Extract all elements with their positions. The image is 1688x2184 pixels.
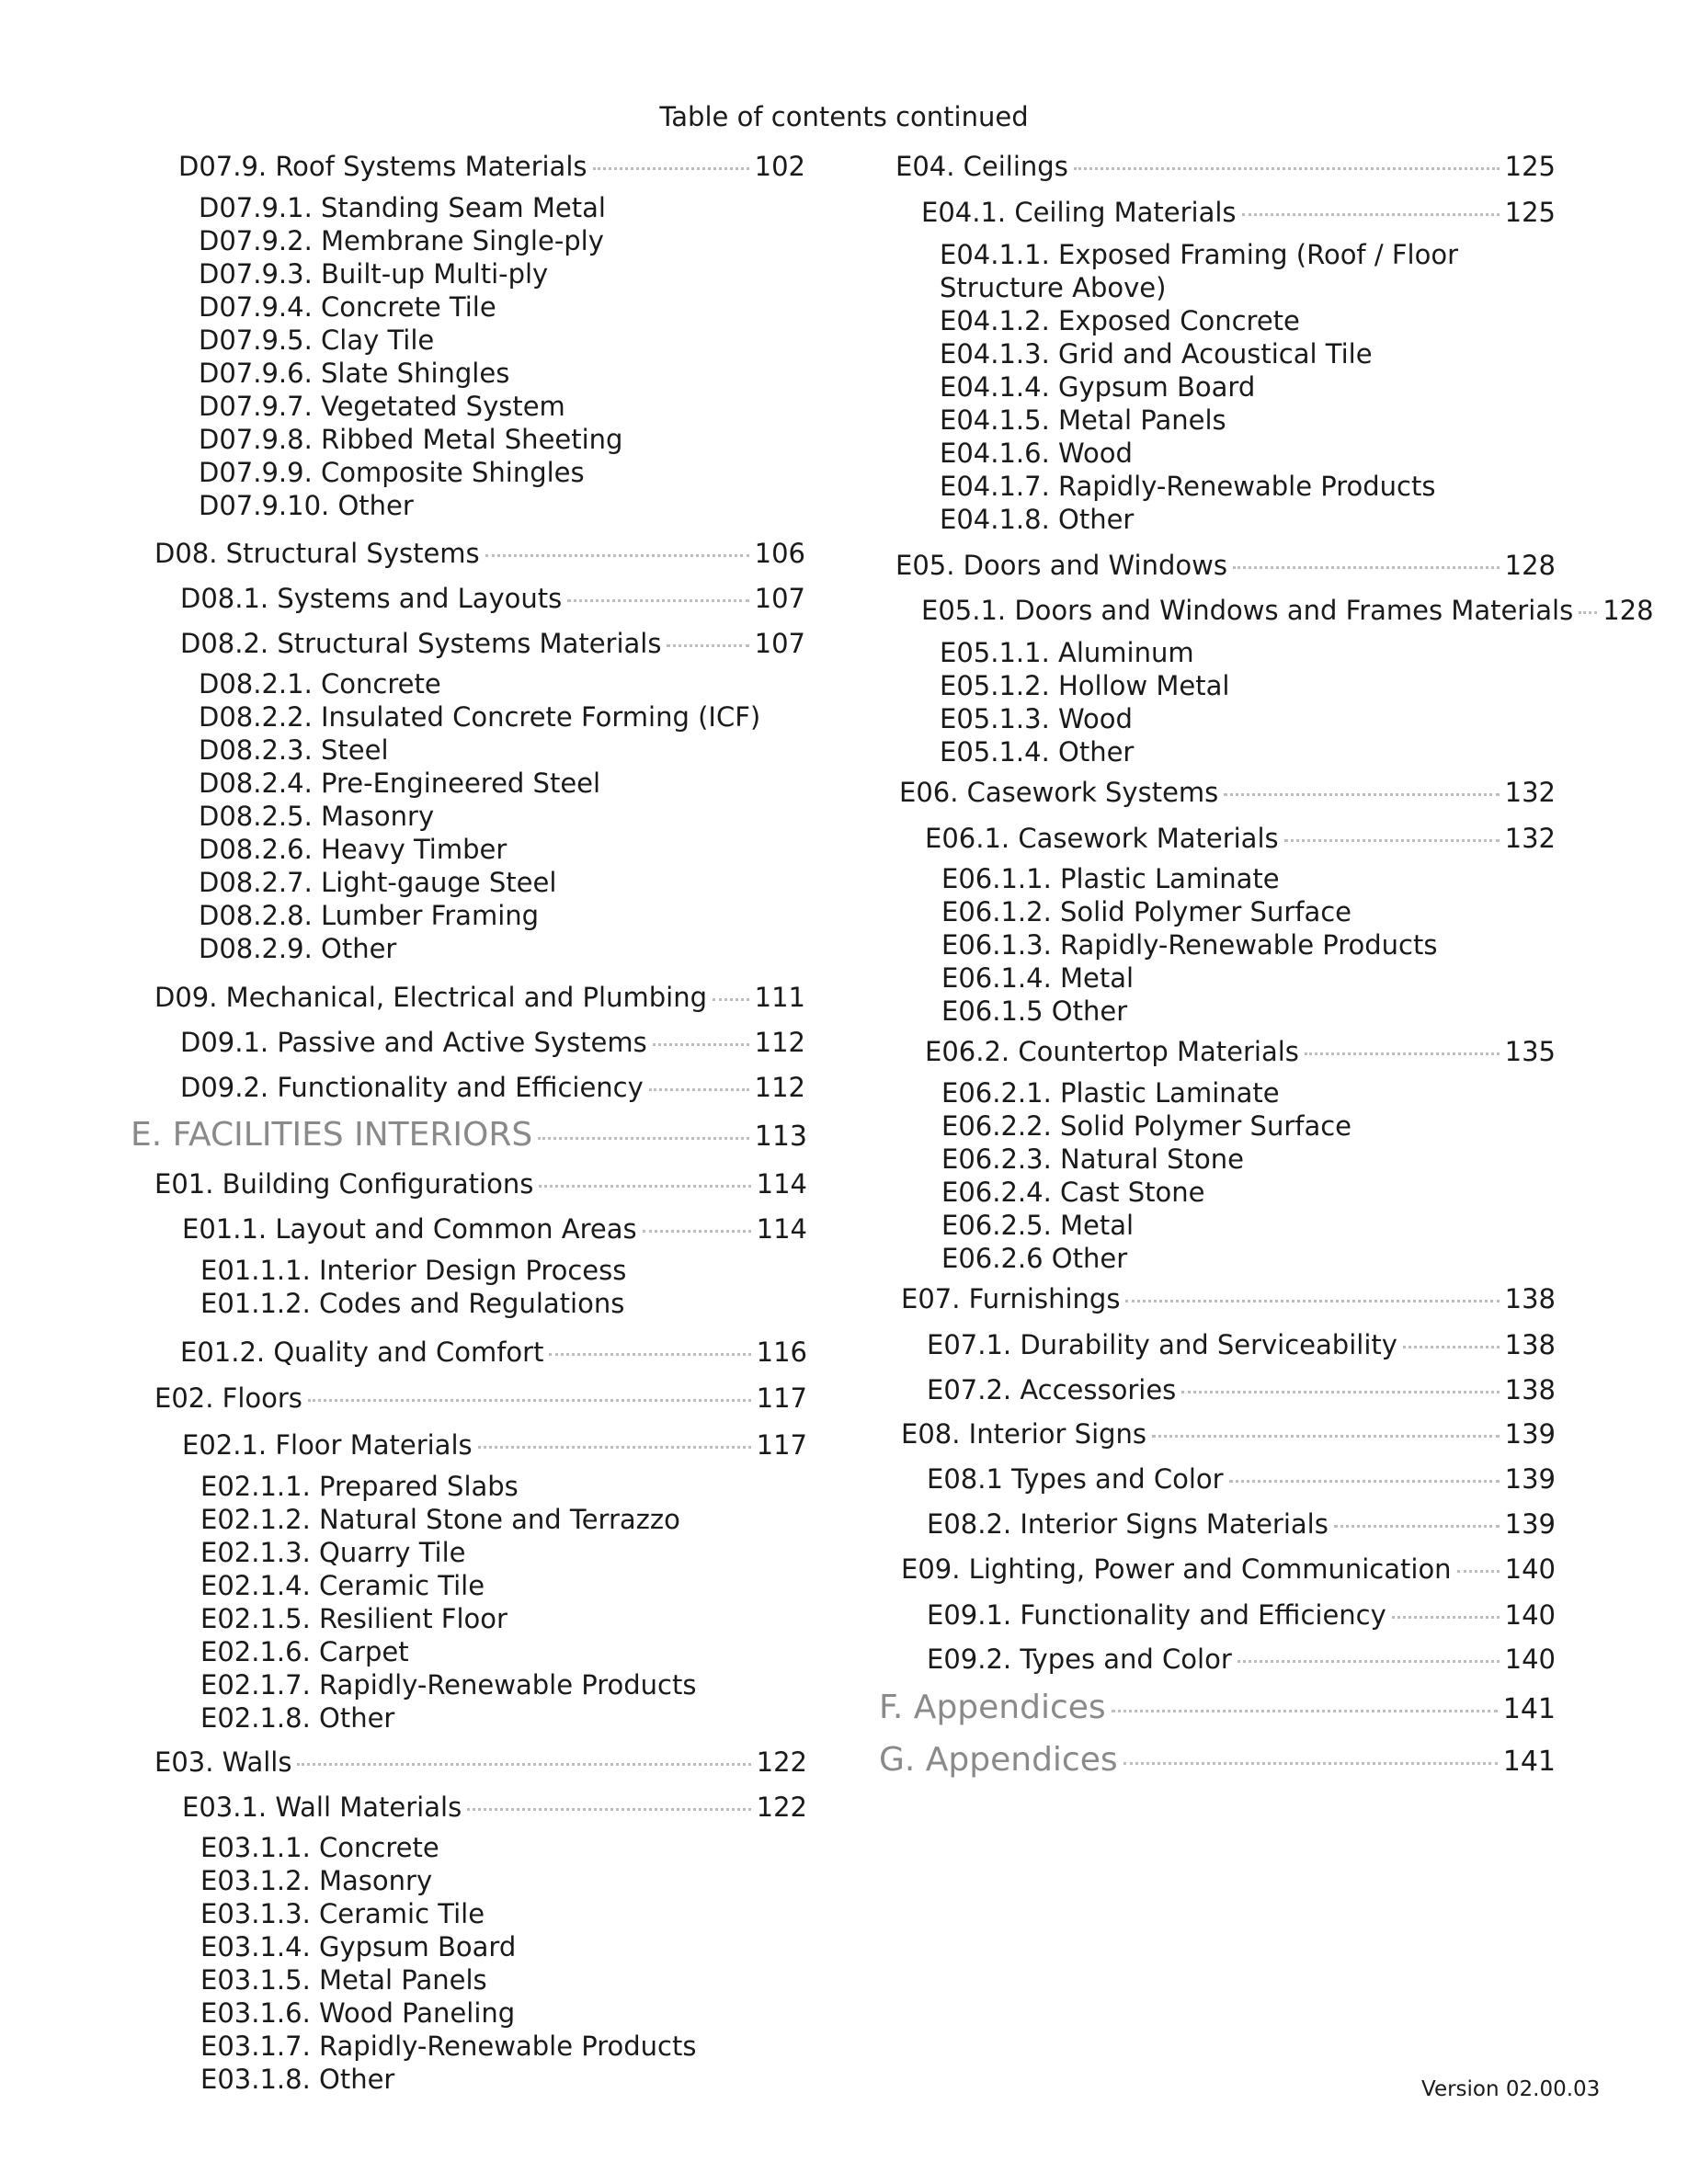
- toc-entry-e04-1[interactable]: E04.1. Ceiling Materials 125: [921, 197, 1556, 228]
- toc-sub-item[interactable]: E03.1.7. Rapidly-Renewable Products: [200, 2030, 697, 2062]
- toc-entry-e03-1[interactable]: E03.1. Wall Materials 122: [182, 1792, 807, 1823]
- toc-entry-e07[interactable]: E07. Furnishings 138: [901, 1283, 1556, 1314]
- toc-entry-section-f[interactable]: F. Appendices 141: [879, 1689, 1556, 1726]
- toc-entry-e07-2[interactable]: E07.2. Accessories 138: [927, 1374, 1556, 1405]
- toc-entry-d09[interactable]: D09. Mechanical, Electrical and Plumbing 111: [154, 982, 805, 1013]
- toc-sub-item[interactable]: E02.1.8. Other: [200, 1702, 395, 1734]
- toc-entry-e08-1[interactable]: E08.1 Types and Color 139: [927, 1463, 1556, 1495]
- toc-sub-item[interactable]: D08.2.1. Concrete: [199, 668, 441, 700]
- version-label: Version 02.00.03: [1421, 2077, 1601, 2101]
- toc-sub-item[interactable]: E06.2.2. Solid Polymer Surface: [941, 1110, 1352, 1142]
- toc-sub-item[interactable]: E05.1.3. Wood: [940, 703, 1133, 734]
- toc-sub-item[interactable]: E04.1.7. Rapidly-Renewable Products: [940, 471, 1436, 502]
- toc-sub-item[interactable]: D08.2.5. Masonry: [199, 801, 435, 832]
- toc-sub-item[interactable]: D07.9.4. Concrete Tile: [199, 291, 496, 323]
- toc-entry-e06-1[interactable]: E06.1. Casework Materials 132: [925, 823, 1556, 854]
- toc-entry-section-g[interactable]: G. Appendices 141: [879, 1741, 1556, 1779]
- toc-sub-item[interactable]: E02.1.5. Resilient Floor: [200, 1603, 508, 1634]
- toc-entry-d09-2[interactable]: D09.2. Functionality and Efficiency 112: [180, 1072, 805, 1103]
- toc-entry-e05-1[interactable]: E05.1. Doors and Windows and Frames Materials 128: [921, 595, 1654, 626]
- toc-sub-item[interactable]: E04.1.6. Wood: [940, 438, 1133, 469]
- toc-sub-item[interactable]: E04.1.4. Gypsum Board: [940, 371, 1256, 403]
- toc-entry-e06[interactable]: E06. Casework Systems 132: [899, 777, 1556, 808]
- toc-sub-item[interactable]: E06.1.1. Plastic Laminate: [941, 863, 1280, 894]
- toc-sub-item[interactable]: D07.9.8. Ribbed Metal Sheeting: [199, 424, 623, 455]
- toc-sub-item[interactable]: E06.2.4. Cast Stone: [941, 1177, 1205, 1208]
- toc-sub-item[interactable]: D08.2.6. Heavy Timber: [199, 834, 508, 865]
- toc-entry-section-e[interactable]: E. FACILITIES INTERIORS 113: [131, 1116, 807, 1154]
- toc-entry-e09-2[interactable]: E09.2. Types and Color 140: [927, 1644, 1556, 1675]
- toc-entry-e01-1[interactable]: E01.1. Layout and Common Areas 114: [182, 1213, 807, 1245]
- toc-entry-d07-9[interactable]: D07.9. Roof Systems Materials 102: [178, 151, 805, 182]
- toc-entry-e09[interactable]: E09. Lighting, Power and Communication 140: [901, 1553, 1556, 1585]
- toc-sub-item[interactable]: D08.2.8. Lumber Framing: [199, 900, 540, 931]
- toc-sub-item[interactable]: E06.1.3. Rapidly-Renewable Products: [941, 929, 1438, 961]
- toc-sub-item[interactable]: D07.9.6. Slate Shingles: [199, 358, 510, 389]
- toc-sub-item[interactable]: D07.9.7. Vegetated System: [199, 391, 565, 422]
- page-title: Table of contents continued: [659, 101, 1029, 132]
- toc-sub-item[interactable]: E03.1.5. Metal Panels: [200, 1964, 487, 1996]
- toc-sub-item[interactable]: D08.2.4. Pre-Engineered Steel: [199, 768, 601, 799]
- toc-sub-item[interactable]: E04.1.5. Metal Panels: [940, 404, 1226, 436]
- toc-sub-item[interactable]: E06.2.5. Metal: [941, 1210, 1135, 1241]
- toc-sub-item[interactable]: E04.1.2. Exposed Concrete: [940, 305, 1300, 336]
- toc-sub-item[interactable]: E05.1.2. Hollow Metal: [940, 670, 1230, 701]
- toc-sub-item[interactable]: D08.2.3. Steel: [199, 734, 389, 766]
- toc-sub-item[interactable]: E02.1.7. Rapidly-Renewable Products: [200, 1669, 697, 1701]
- toc-sub-item[interactable]: E04.1.1. Exposed Framing (Roof / Floor Structure Above): [940, 239, 1458, 303]
- toc-entry-d09-1[interactable]: D09.1. Passive and Active Systems 112: [180, 1027, 805, 1058]
- toc-sub-item[interactable]: E06.1.4. Metal: [941, 962, 1135, 994]
- toc-sub-item[interactable]: E02.1.1. Prepared Slabs: [200, 1471, 519, 1502]
- toc-entry-e02[interactable]: E02. Floors 117: [154, 1382, 807, 1414]
- toc-sub-item[interactable]: E05.1.4. Other: [940, 736, 1135, 768]
- toc-sub-item[interactable]: D08.2.2. Insulated Concrete Forming (ICF): [199, 701, 761, 733]
- toc-entry-e04[interactable]: E04. Ceilings 125: [895, 151, 1556, 182]
- toc-sub-item[interactable]: D07.9.10. Other: [199, 490, 414, 521]
- toc-sub-item[interactable]: E04.1.3. Grid and Acoustical Tile: [940, 338, 1373, 370]
- toc-sub-item[interactable]: E02.1.4. Ceramic Tile: [200, 1570, 485, 1601]
- toc-sub-item[interactable]: D07.9.1. Standing Seam Metal: [199, 192, 606, 223]
- toc-entry-e07-1[interactable]: E07.1. Durability and Serviceability 138: [927, 1329, 1556, 1360]
- toc-sub-item[interactable]: E06.2.1. Plastic Laminate: [941, 1077, 1280, 1109]
- toc-sub-item[interactable]: E02.1.3. Quarry Tile: [200, 1537, 466, 1568]
- toc-sub-item[interactable]: E03.1.4. Gypsum Board: [200, 1931, 517, 1962]
- toc-entry-e03[interactable]: E03. Walls 122: [154, 1746, 807, 1778]
- toc-sub-item[interactable]: E06.2.6 Other: [941, 1243, 1128, 1274]
- toc-entry-e06-2[interactable]: E06.2. Countertop Materials 135: [925, 1036, 1556, 1067]
- toc-sub-item[interactable]: D08.2.7. Light-gauge Steel: [199, 867, 557, 898]
- toc-sub-item[interactable]: E06.1.5 Other: [941, 995, 1128, 1027]
- toc-sub-item[interactable]: D07.9.2. Membrane Single-ply: [199, 225, 604, 256]
- toc-sub-item[interactable]: D08.2.9. Other: [199, 933, 397, 964]
- toc-sub-item[interactable]: E01.1.1. Interior Design Process: [200, 1255, 627, 1286]
- toc-entry-d08-1[interactable]: D08.1. Systems and Layouts 107: [180, 583, 805, 614]
- toc-entry-d08[interactable]: D08. Structural Systems 106: [154, 538, 805, 569]
- toc-entry-e02-1[interactable]: E02.1. Floor Materials 117: [182, 1429, 807, 1461]
- toc-entry-e08-2[interactable]: E08.2. Interior Signs Materials 139: [927, 1508, 1556, 1540]
- toc-entry-d08-2[interactable]: D08.2. Structural Systems Materials 107: [180, 628, 805, 659]
- toc-sub-item[interactable]: D07.9.5. Clay Tile: [199, 324, 435, 356]
- toc-entry-e08[interactable]: E08. Interior Signs 139: [901, 1418, 1556, 1450]
- toc-sub-item[interactable]: E04.1.8. Other: [940, 504, 1135, 535]
- toc-sub-item[interactable]: E02.1.2. Natural Stone and Terrazzo: [200, 1504, 680, 1535]
- toc-sub-item[interactable]: E06.1.2. Solid Polymer Surface: [941, 896, 1352, 927]
- toc-entry-e01[interactable]: E01. Building Configurations 114: [154, 1168, 807, 1200]
- toc-sub-item[interactable]: E03.1.3. Ceramic Tile: [200, 1898, 485, 1929]
- toc-sub-item[interactable]: D07.9.3. Built-up Multi-ply: [199, 258, 549, 290]
- toc-sub-item[interactable]: E01.1.2. Codes and Regulations: [200, 1288, 625, 1319]
- toc-sub-item[interactable]: E03.1.6. Wood Paneling: [200, 1997, 516, 2029]
- toc-sub-item[interactable]: E03.1.2. Masonry: [200, 1865, 433, 1896]
- toc-entry-e01-2[interactable]: E01.2. Quality and Comfort 116: [180, 1337, 807, 1368]
- toc-sub-item[interactable]: E06.2.3. Natural Stone: [941, 1143, 1244, 1175]
- toc-sub-item[interactable]: D07.9.9. Composite Shingles: [199, 457, 585, 488]
- toc-entry-e09-1[interactable]: E09.1. Functionality and Efficiency 140: [927, 1599, 1556, 1631]
- toc-entry-e05[interactable]: E05. Doors and Windows 128: [895, 550, 1556, 581]
- toc-sub-item[interactable]: E02.1.6. Carpet: [200, 1636, 409, 1667]
- toc-sub-item[interactable]: E03.1.1. Concrete: [200, 1832, 439, 1863]
- toc-sub-item[interactable]: E05.1.1. Aluminum: [940, 637, 1194, 668]
- toc-sub-item[interactable]: E03.1.8. Other: [200, 2064, 395, 2095]
